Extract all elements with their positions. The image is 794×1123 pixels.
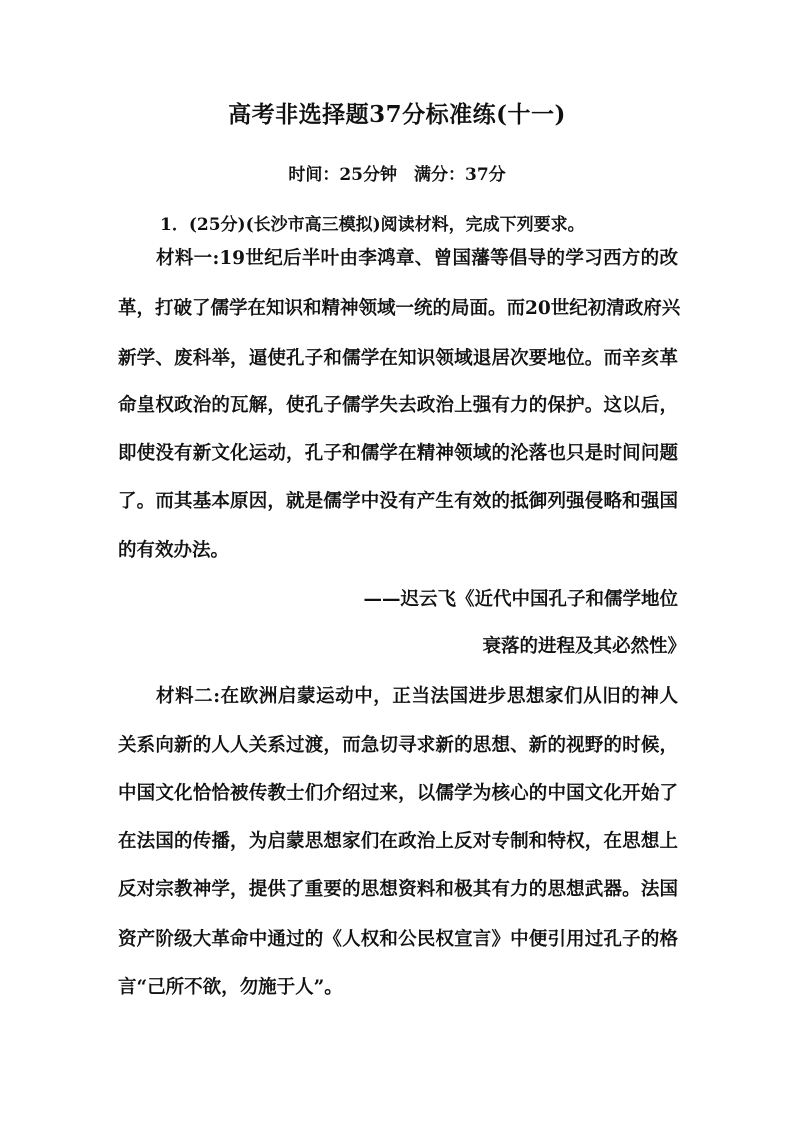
material1-line-7: 的有效办法。 [118,540,230,561]
material2-label: 材料二: [156,686,221,707]
material1-line-4: 命皇权政治的瓦解，使孔子儒学失去政治上强有力的保护。这以后， [118,395,678,416]
material2-line-2: 关系向新的人人关系过渡，而急切寻求新的思想、新的视野的时候， [118,735,678,756]
material1-source-line-2: 衰落的进程及其必然性》 [482,636,686,657]
material2-line-7: 言“己所不欲，勿施于人”。 [118,977,343,998]
material1-line-6: 了。而其基本原因，就是儒学中没有产生有效的抵御列强侵略和强国 [118,491,678,512]
material2-line-4: 在法国的传播，为启蒙思想家们在政治上反对专制和特权，在思想上 [118,831,678,852]
material1-source-line-1: ——迟云飞《近代中国孔子和儒学地位 [363,589,678,610]
material1-line-3: 新学、废科举，逼使孔子和儒学在知识领域退居次要地位。而辛亥革 [118,348,678,369]
material1-label: 材料一: [156,248,220,269]
material1-line-5: 即使没有新文化运动，孔子和儒学在精神领域的沦落也只是时间问题 [118,443,678,464]
material2-line-3: 中国文化恰恰被传教士们介绍过来，以儒学为核心的中国文化开始了 [118,783,678,804]
exam-time-and-score: 时间：25分钟 满分：37分 [288,165,506,185]
material1-text-1: 19世纪后半叶由李鸿章、曾国藩等倡导的学习西方的改 [219,248,678,269]
material1-line-2: 革，打破了儒学在知识和精神领域一统的局面。而20世纪初清政府兴 [118,298,681,319]
material2-line-6: 资产阶级大革命中通过的《人权和公民权宣言》中便引用过孔子的格 [118,929,678,950]
material2-line-1 [156,688,678,707]
question-prompt: 1．(25分)(长沙市高三模拟)阅读材料，完成下列要求。 [160,215,585,235]
material2-text-1: 在欧洲启蒙运动中，正当法国进步思想家们从旧的神人 [220,686,678,707]
document-title: 高考非选择题37分标准练(十一) [228,101,566,128]
material2-line-5: 反对宗教神学，提供了重要的思想资料和极其有力的思想武器。法国 [118,879,678,900]
material1-line-1 [156,250,678,269]
